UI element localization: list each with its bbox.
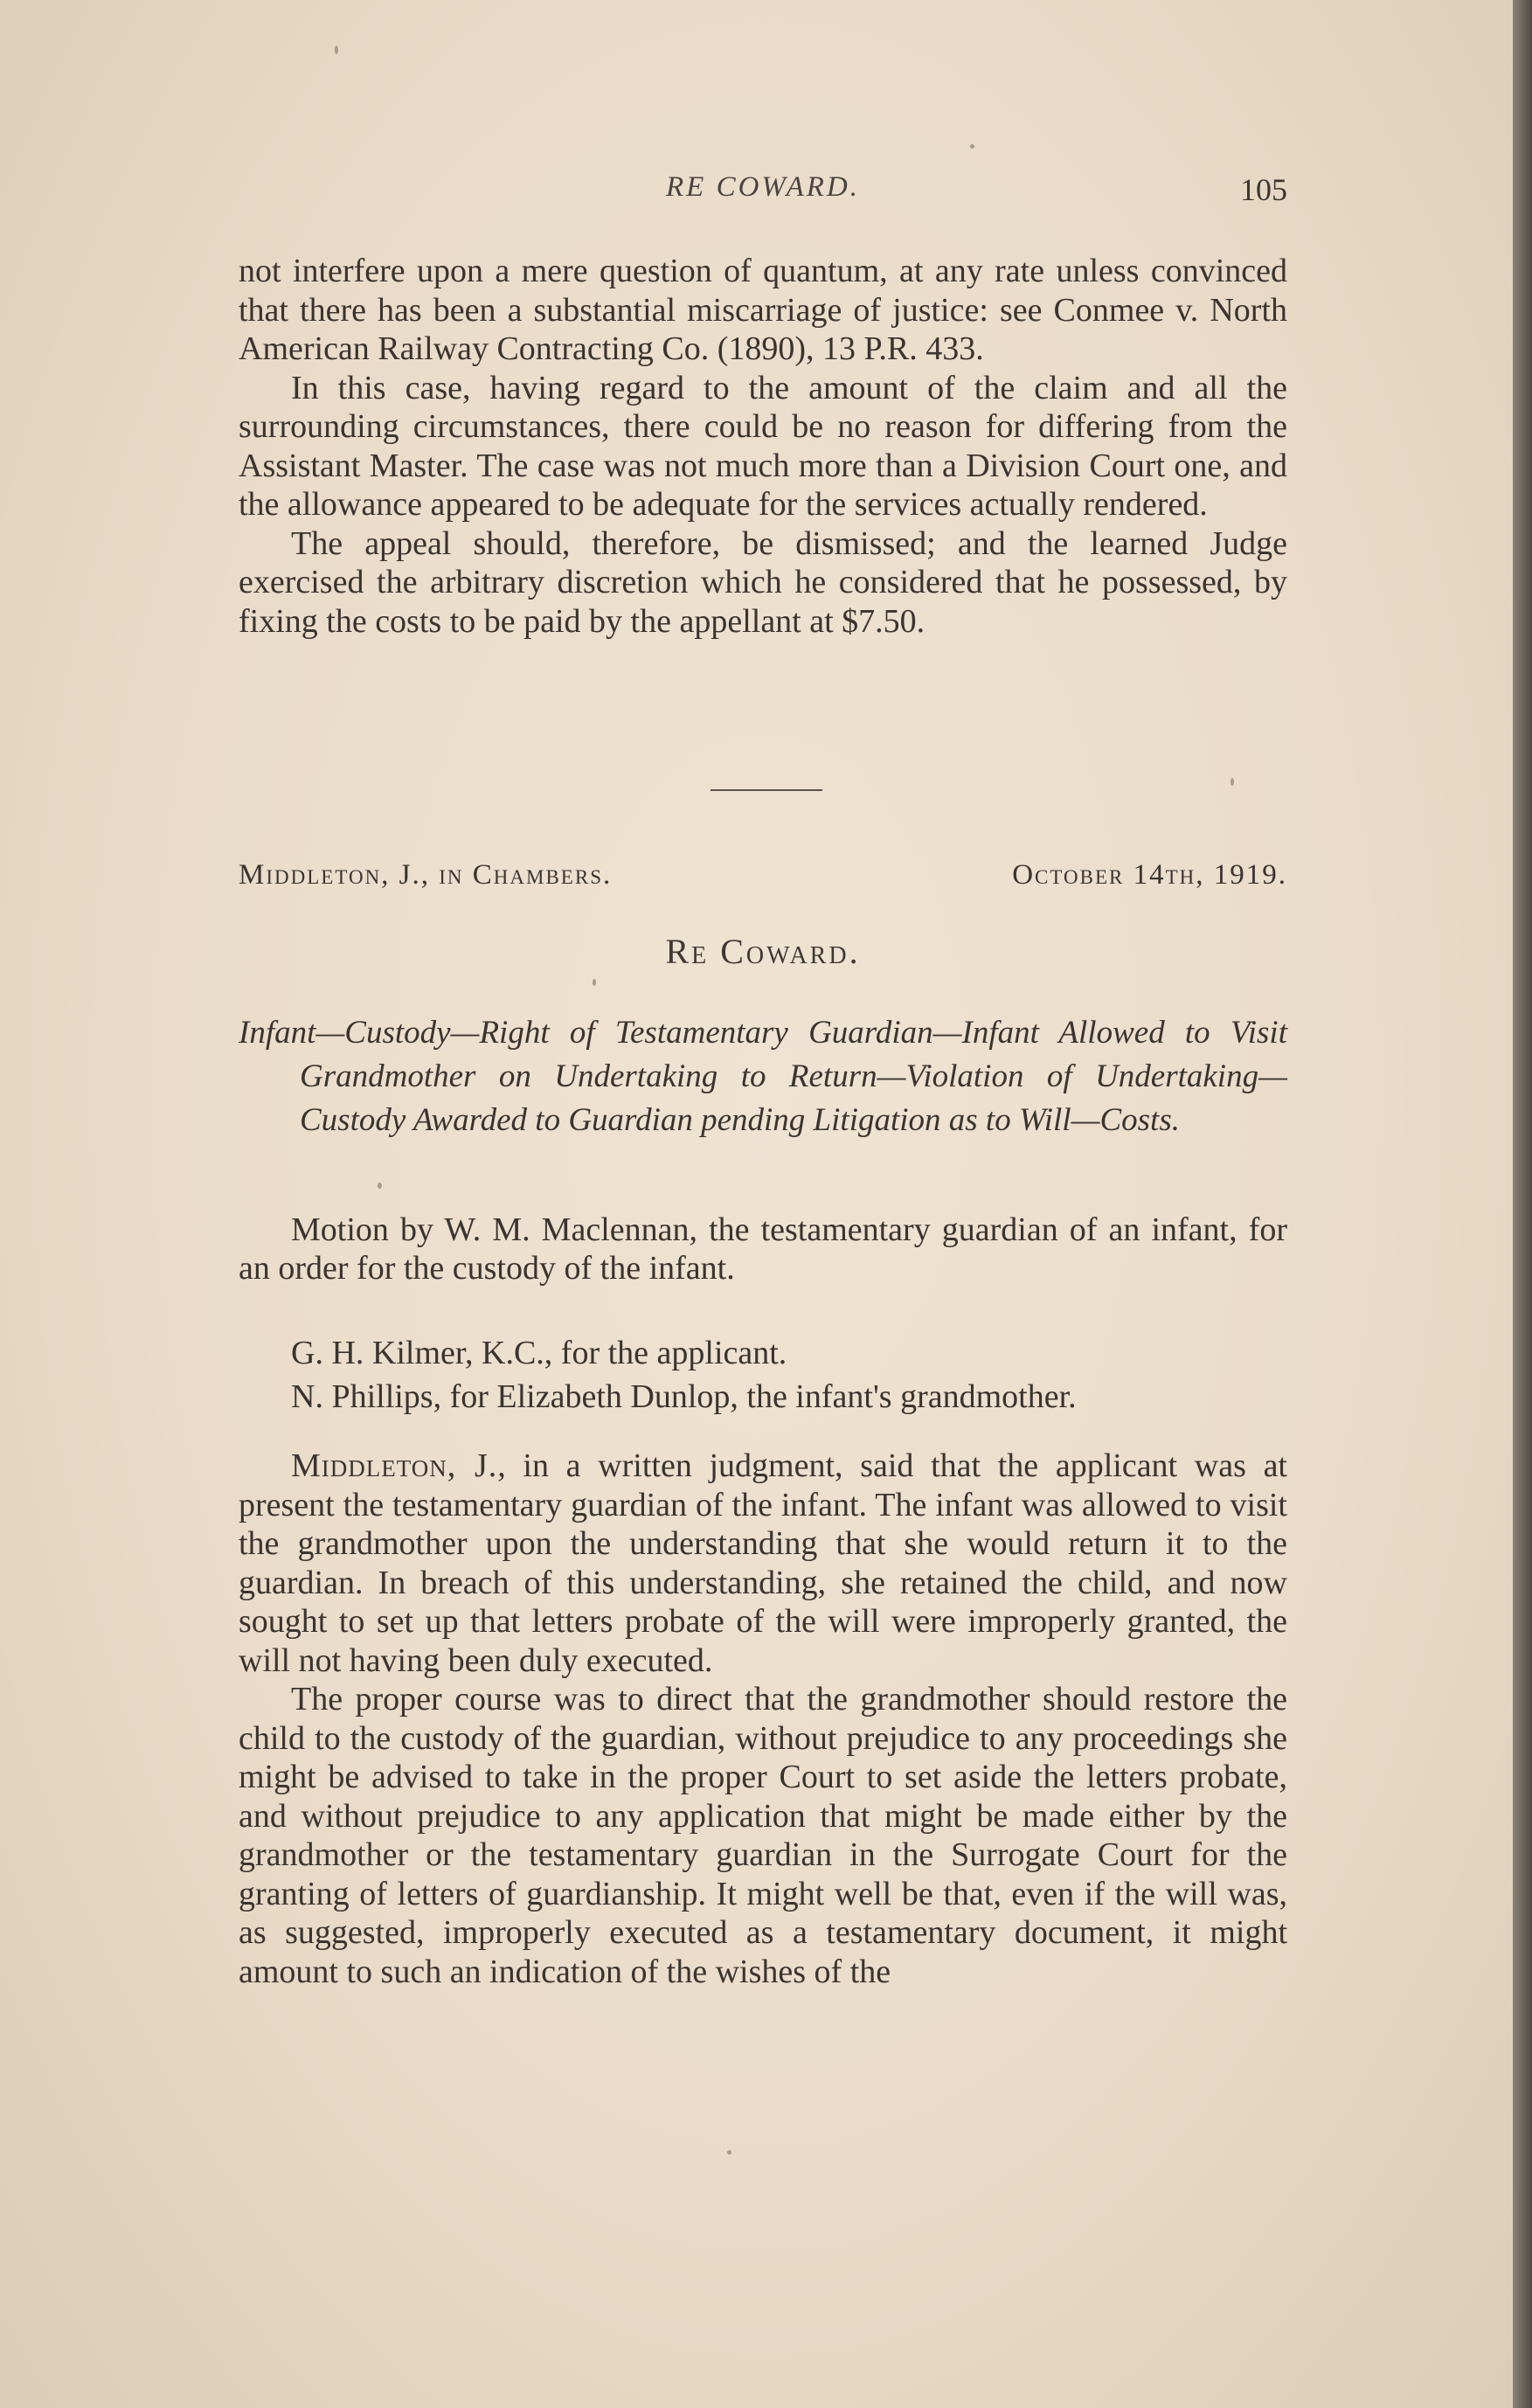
- running-head: [239, 171, 1287, 215]
- motion-text: [239, 1211, 1287, 1287]
- paper-speck: [970, 144, 974, 149]
- judgment-text: [239, 1447, 1287, 1991]
- case-title: Re Coward.: [665, 932, 861, 971]
- paper-speck: [727, 2150, 731, 2155]
- paper-speck: [378, 1183, 382, 1189]
- paper-speck: [335, 45, 338, 54]
- section-divider: [711, 789, 822, 791]
- counsel-list: [239, 1331, 1287, 1419]
- page-number: 105: [1240, 172, 1287, 207]
- headnote: Infant—Custody—Right of Testamentary Guardian—Infant Allowed to Visit Grandmother on Undertaking to Return—Violation of Undertaking—Custody Awarded to Guardian pending Litigation as to Will—Costs.: [239, 1015, 1287, 1138]
- motion-paragraph: Motion by W. M. Maclennan, the testamentary guardian of an infant, for an order for the custody of the infant.: [239, 1211, 1287, 1287]
- running-title: RE COWARD.: [666, 171, 860, 203]
- counsel-respondent: N. Phillips, for Elizabeth Dunlop, the infant's grandmother.: [291, 1378, 1077, 1415]
- judge-chambers: Middleton, J., in Chambers.: [239, 859, 613, 891]
- paragraph: The appeal should, therefore, be dismissed; and the learned Judge exercised the arbitrary discretion which he considered that he possessed, by fixing the costs to be paid by the appellant at $7.50.: [239, 524, 1287, 640]
- previous-case-text: [239, 252, 1287, 641]
- paragraph: In this case, having regard to the amount of the claim and all the surrounding circumstances, there could be no reason for differing from the Assistant Master. The case was not much more than a Division Court one, and the allowance appeared to be adequate for the services actually rendered.: [239, 369, 1287, 523]
- judge-name: Middleton, J.: [291, 1447, 498, 1484]
- chambers-line: [239, 859, 1287, 903]
- counsel-applicant: G. H. Kilmer, K.C., for the applicant.: [291, 1335, 787, 1371]
- judgment-text-rest: , in a written judgment, said that the applicant was at present the testamentary guardian of the infant. The infant was allowed to visit the grandmother upon the understanding that she would return it to the guardian. In breach of this understanding, she retained the child, and now sought to set up that letters probate of the will were improperly granted, the will not having been duly executed.: [239, 1447, 1287, 1679]
- judgment-paragraph: [239, 1447, 1287, 1680]
- paper-speck: [593, 979, 596, 986]
- judgment-paragraph: The proper course was to direct that the grandmother should restore the child to the custody of the guardian, without prejudice to any proceedings she might be advised to take in the proper Court to set aside the letters probate, and without prejudice to any application that might be made either by the grandmother or the testamentary guardian in the Surrogate Court for the granting of letters of guardianship. It might well be that, even if the will was, as suggested, improperly executed as a testamentary document, it might amount to such an indication of the wishes of the: [239, 1681, 1287, 1990]
- decision-date: October 14th, 1919.: [1012, 859, 1287, 891]
- paper-speck: [1230, 778, 1234, 786]
- page-edge: [1513, 0, 1532, 2408]
- paragraph: not interfere upon a mere question of quantum, at any rate unless convinced that there has been a substantial miscarriage of justice: see Conmee v. North American Railway Contracting Co. (1890), 13 P.R. 433.: [239, 253, 1287, 367]
